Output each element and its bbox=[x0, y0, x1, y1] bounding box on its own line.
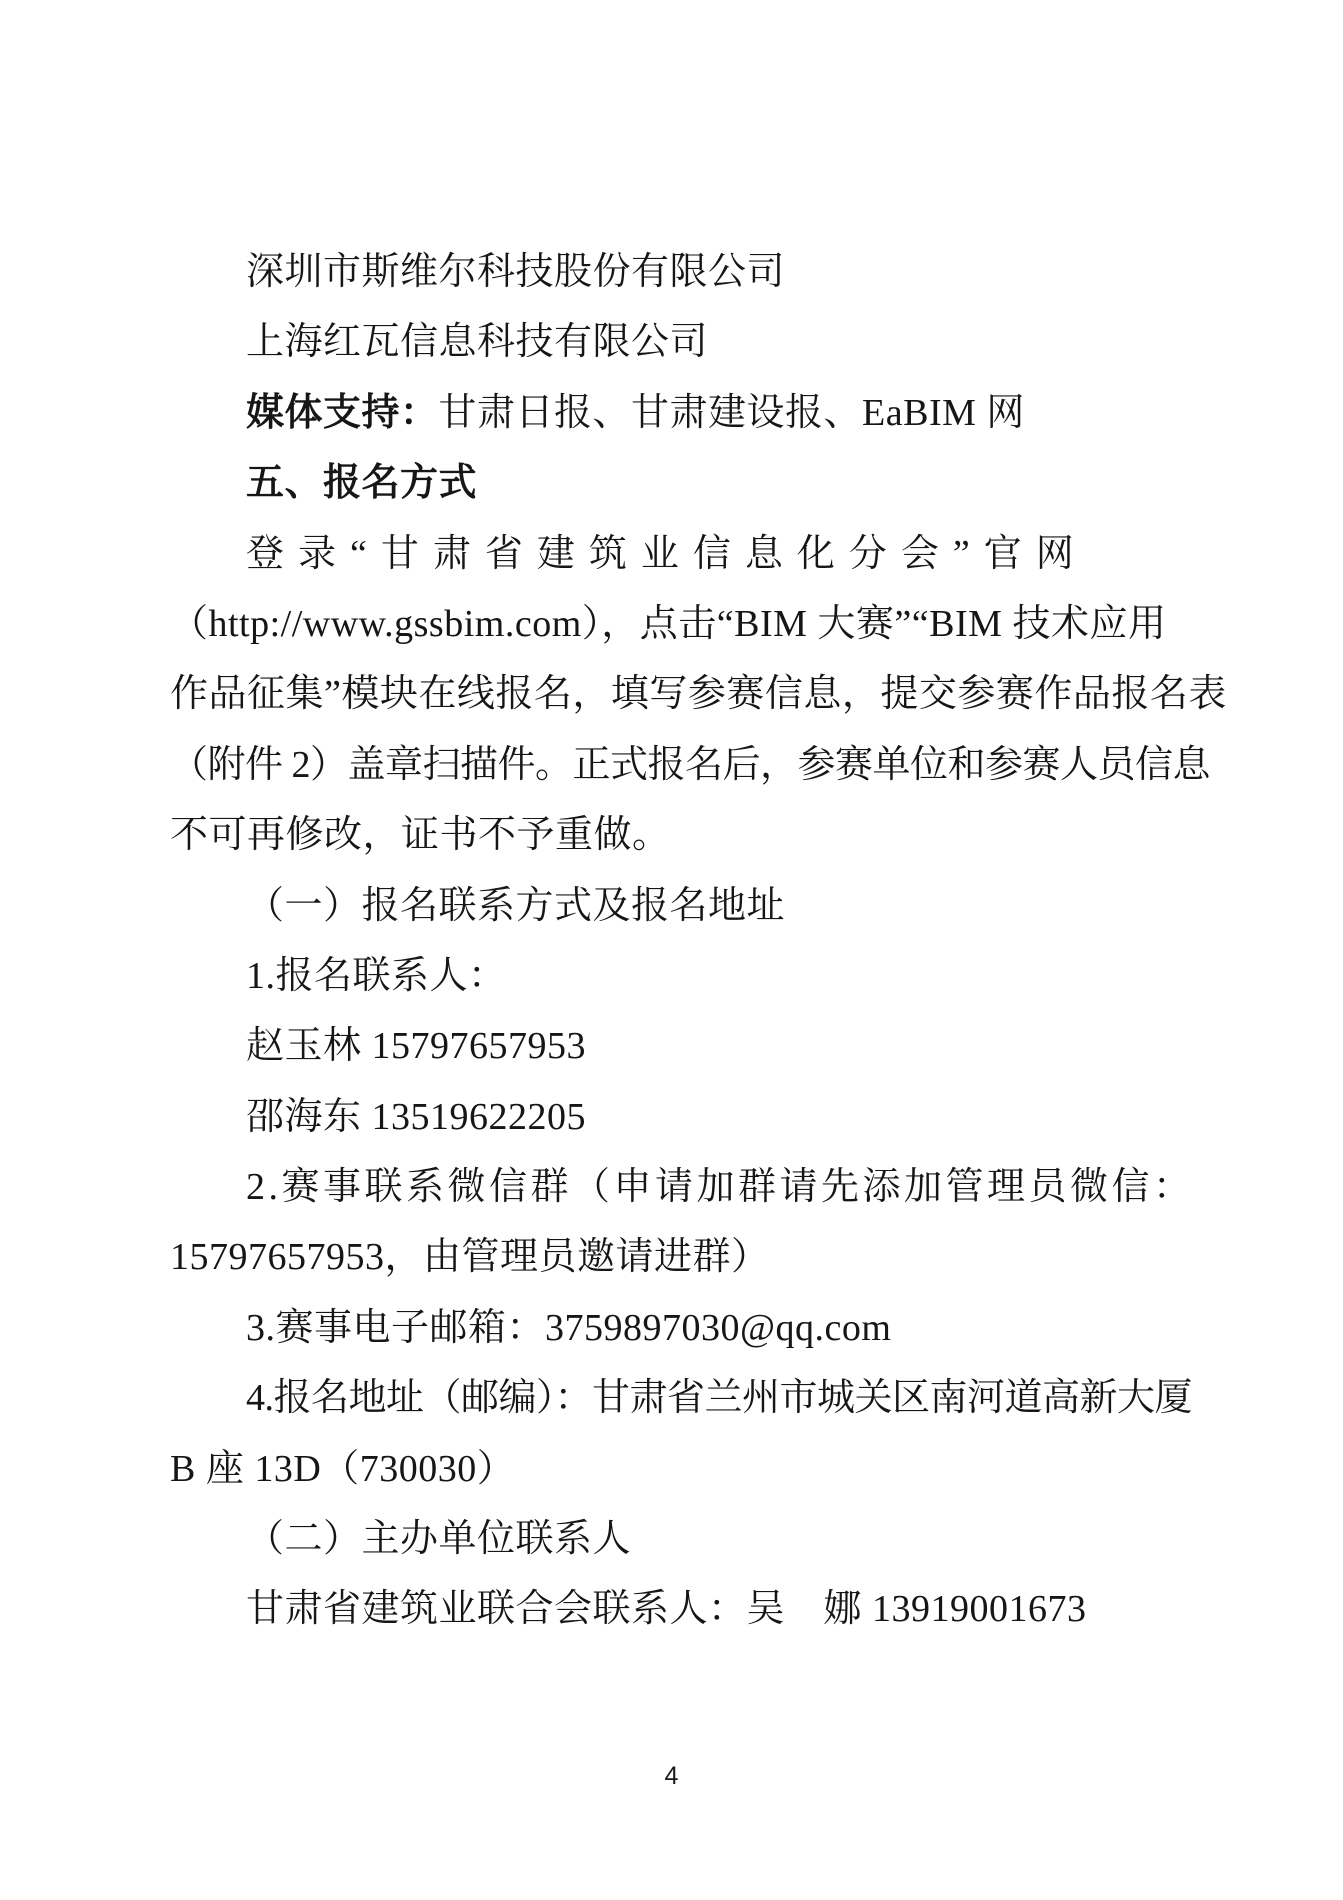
line-no-modification: 不可再修改，证书不予重做。 bbox=[170, 814, 671, 857]
line-website-url: （http://www.gssbim.com），点击“BIM 大赛”“BIM 技术应用 bbox=[170, 602, 1167, 645]
line-co-organizer-shenzhen: 深圳市斯维尔科技股份有限公司 bbox=[246, 251, 786, 293]
line-media-support bbox=[170, 378, 1173, 448]
line-attachment-stamp-scan: （附件 2）盖章扫描件。正式报名后，参赛单位和参赛人员信息 bbox=[170, 743, 1211, 786]
subheading-contact-and-address: （一）报名联系方式及报名地址 bbox=[246, 884, 786, 927]
line-wechat-group-continued: 15797657953，由管理员邀请进群） bbox=[170, 1236, 770, 1279]
line-online-registration: 作品征集”模块在线报名，填写参赛信息，提交参赛作品报名表 bbox=[170, 673, 1227, 716]
media-support-label: 媒体支持： bbox=[246, 391, 439, 434]
line-registration-address-continued: B 座 13D（730030） bbox=[170, 1447, 516, 1490]
line-registration-address: 4.报名地址（邮编）：甘肃省兰州市城关区南河道高新大厦 bbox=[246, 1377, 1193, 1420]
media-support-value: 甘肃日报、甘肃建设报、EaBIM 网 bbox=[438, 391, 1025, 434]
line-event-email: 3.赛事电子邮箱：3759897030@qq.com bbox=[246, 1306, 892, 1349]
line-co-organizer-shanghai: 上海红瓦信息科技有限公司 bbox=[246, 321, 709, 364]
line-registration-contacts-label: 1.报名联系人： bbox=[246, 954, 507, 997]
line-contact-wu-na: 甘肃省建筑业联合会联系人：吴 娜 13919001673 bbox=[246, 1588, 1087, 1631]
line-login-official-site: 登录“甘肃省建筑业信息化分会”官网 bbox=[246, 532, 1088, 575]
heading-section-five-registration: 五、报名方式 bbox=[246, 462, 478, 505]
line-contact-zhao-yulin: 赵玉林 15797657953 bbox=[246, 1025, 587, 1068]
line-contact-shao-haidong: 邵海东 13519622205 bbox=[246, 1095, 587, 1138]
line-wechat-group: 2.赛事联系微信群（申请加群请先添加管理员微信： bbox=[246, 1166, 1195, 1209]
subheading-host-unit-contact: （二）主办单位联系人 bbox=[246, 1518, 632, 1561]
page-number: 4 bbox=[664, 1762, 679, 1790]
document-body bbox=[170, 237, 1227, 1645]
